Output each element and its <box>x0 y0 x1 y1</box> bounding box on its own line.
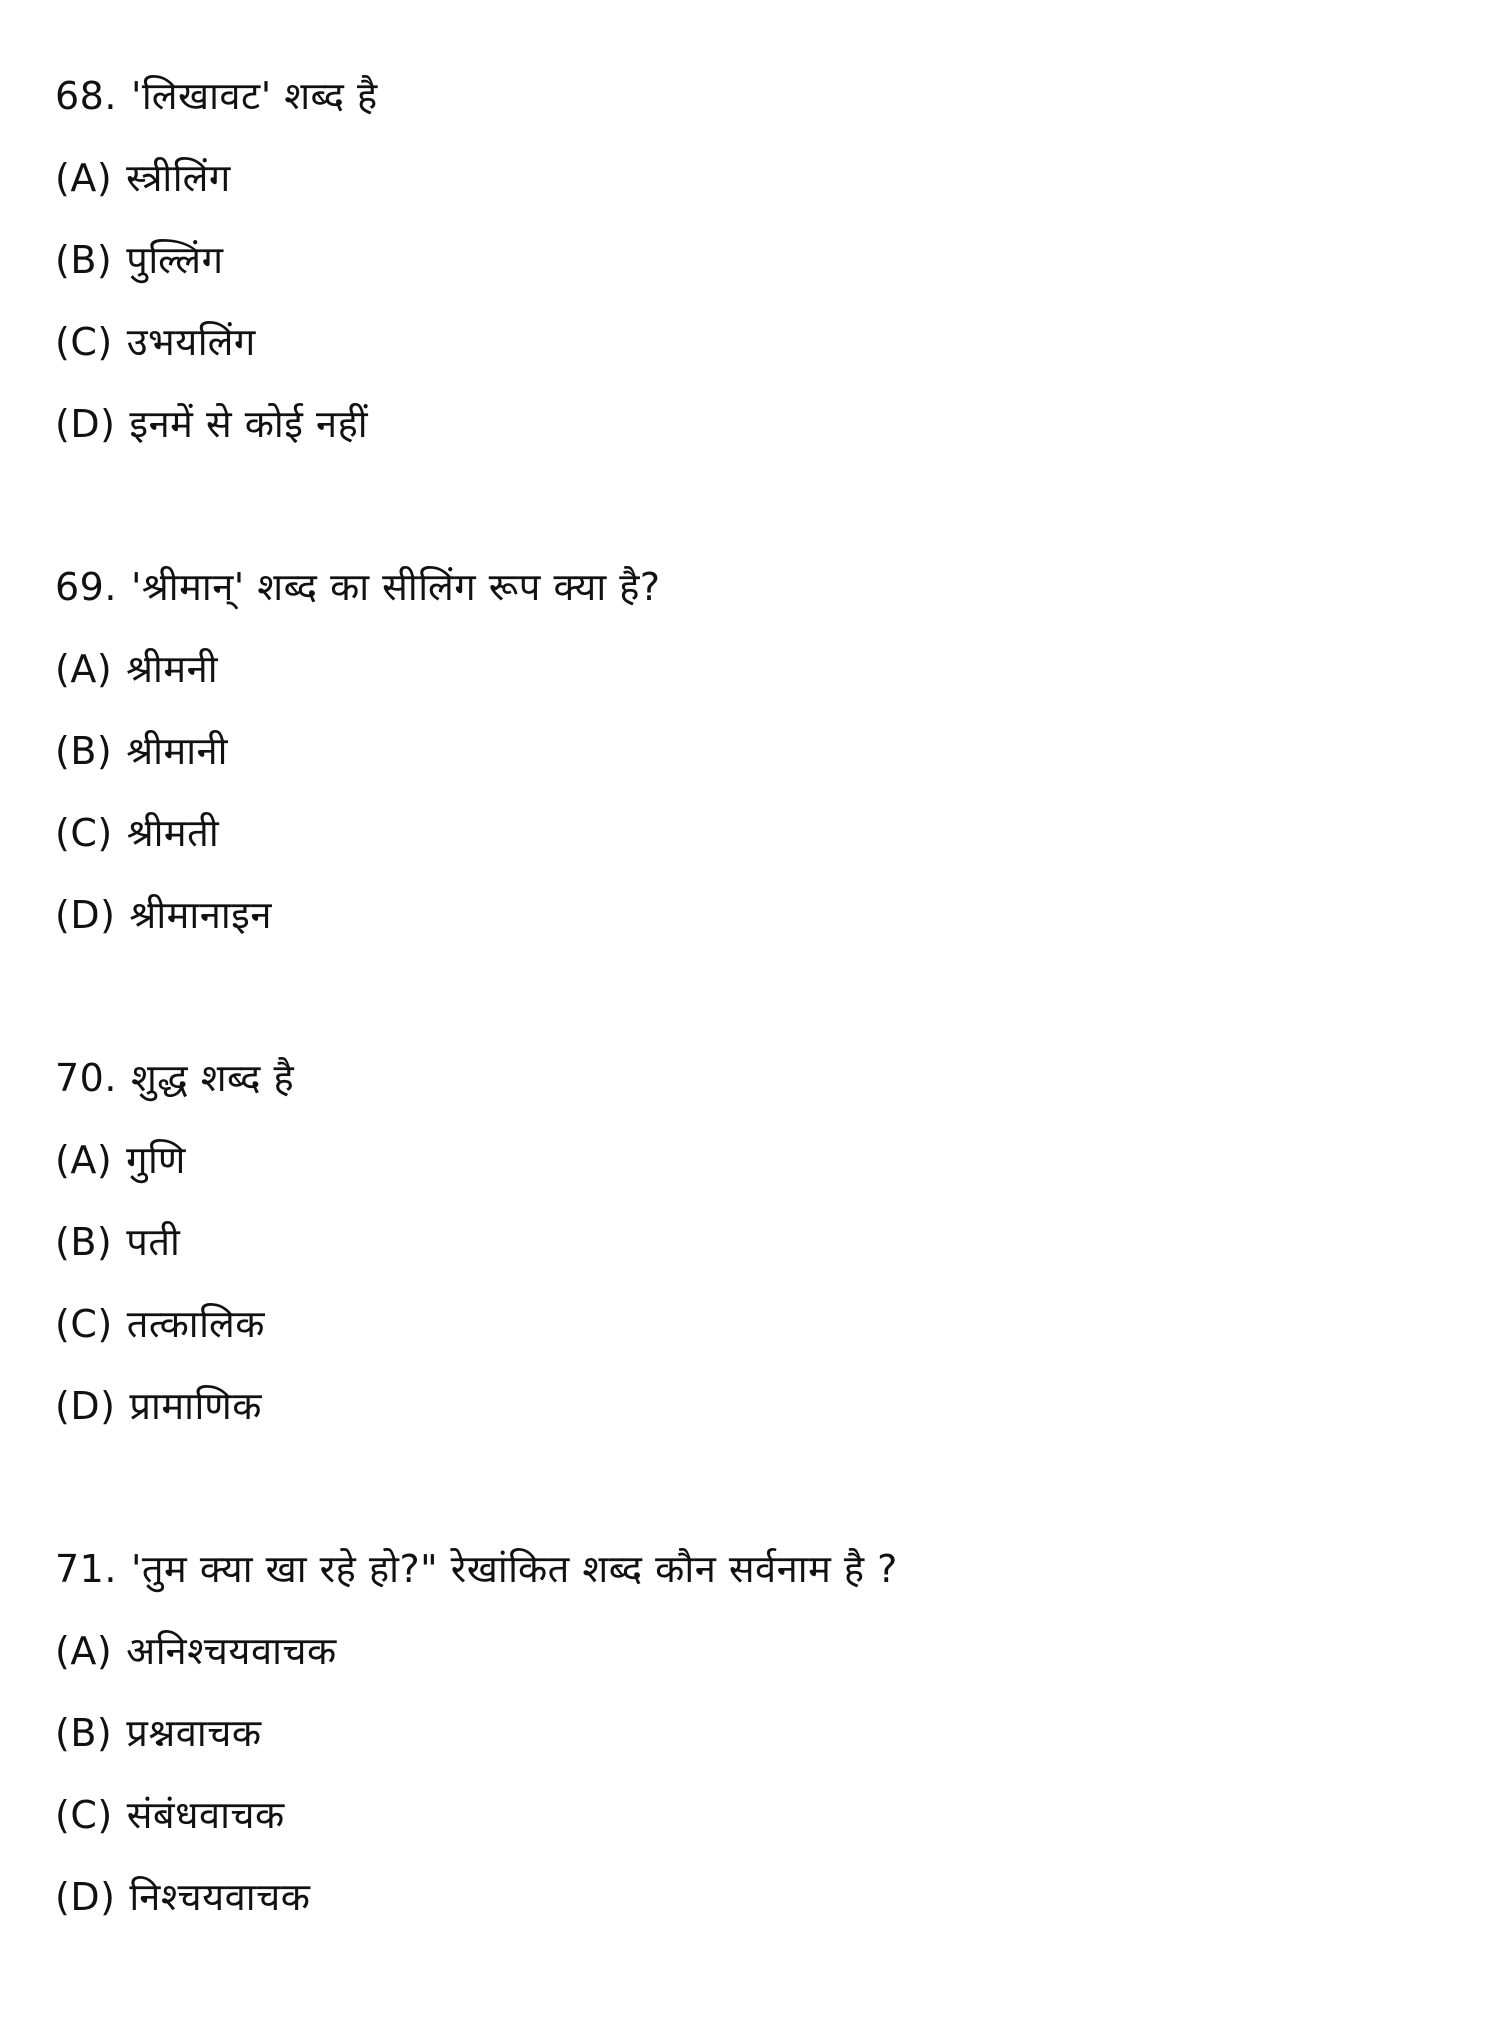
question-number: 68. <box>55 74 117 118</box>
question-text: शुद्ध शब्द है <box>130 1056 295 1100</box>
option-a <box>55 1627 1455 1709</box>
option-b <box>55 1709 1455 1791</box>
option-c <box>55 1300 1455 1382</box>
question-number: 70. <box>55 1056 117 1100</box>
option-text: प्रामाणिक <box>129 1384 262 1428</box>
option-label: (D) <box>55 893 116 937</box>
option-text: इनमें से कोई नहीं <box>129 402 369 446</box>
option-text: श्रीमानी <box>126 729 228 773</box>
option-label: (A) <box>55 647 113 691</box>
question-number: 71. <box>55 1547 117 1591</box>
question-text: 'लिखावट' शब्द है <box>130 74 378 118</box>
option-c <box>55 318 1455 400</box>
option-text: उभयलिंग <box>126 320 256 364</box>
option-text: अनिश्चयवाचक <box>126 1629 337 1673</box>
question-number: 69. <box>55 565 117 609</box>
option-label: (B) <box>55 1711 113 1755</box>
question-text-line <box>55 72 1455 154</box>
option-c <box>55 809 1455 891</box>
option-text: श्रीमती <box>126 811 220 855</box>
question-text: 'श्रीमान्' शब्द का सीलिंग रूप क्या है? <box>130 565 661 609</box>
option-text: श्रीमानाइन <box>129 893 272 937</box>
option-label: (D) <box>55 1384 116 1428</box>
option-d <box>55 891 1455 973</box>
option-text: संबंधवाचक <box>126 1793 285 1837</box>
option-text: गुणि <box>126 1138 186 1182</box>
option-label: (B) <box>55 1220 113 1264</box>
question-68 <box>55 72 1455 482</box>
option-label: (A) <box>55 1138 113 1182</box>
option-text: स्त्रीलिंग <box>126 156 231 200</box>
option-label: (A) <box>55 1629 113 1673</box>
option-label: (C) <box>55 811 113 855</box>
option-label: (D) <box>55 402 116 446</box>
option-b <box>55 1218 1455 1300</box>
option-label: (C) <box>55 320 113 364</box>
option-label: (B) <box>55 729 113 773</box>
option-a <box>55 1136 1455 1218</box>
option-c <box>55 1791 1455 1873</box>
option-label: (D) <box>55 1875 116 1919</box>
option-d <box>55 1382 1455 1464</box>
question-70 <box>55 1054 1455 1464</box>
option-d <box>55 400 1455 482</box>
option-text: पुल्लिंग <box>126 238 224 282</box>
question-text: 'तुम क्या खा रहे हो?" रेखांकित शब्द कौन सर्वनाम है ? <box>130 1547 898 1591</box>
option-a <box>55 154 1455 236</box>
option-text: तत्कालिक <box>126 1302 265 1346</box>
question-text-line <box>55 1054 1455 1136</box>
option-b <box>55 727 1455 809</box>
option-text: प्रश्नवाचक <box>126 1711 262 1755</box>
option-label: (A) <box>55 156 113 200</box>
question-71 <box>55 1545 1455 1955</box>
option-text: पती <box>126 1220 181 1264</box>
option-text: श्रीमनी <box>126 647 219 691</box>
option-a <box>55 645 1455 727</box>
question-text-line <box>55 563 1455 645</box>
question-69 <box>55 563 1455 973</box>
option-text: निश्चयवाचक <box>129 1875 311 1919</box>
option-b <box>55 236 1455 318</box>
question-text-line <box>55 1545 1455 1627</box>
option-label: (B) <box>55 238 113 282</box>
option-label: (C) <box>55 1302 113 1346</box>
option-d <box>55 1873 1455 1955</box>
option-label: (C) <box>55 1793 113 1837</box>
